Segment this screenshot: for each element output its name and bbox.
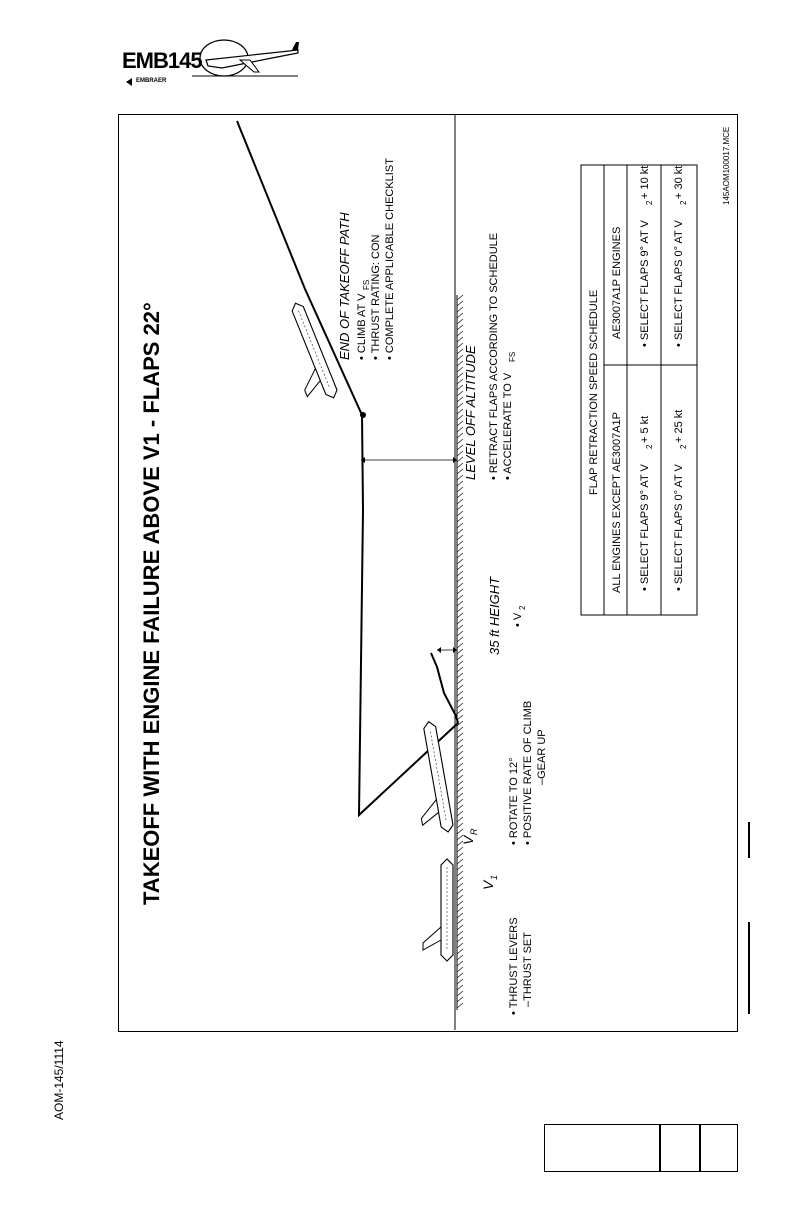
v1-label: V xyxy=(480,880,496,890)
hatch-mark xyxy=(457,763,463,768)
hatch-mark xyxy=(457,871,463,876)
hatch-mark xyxy=(457,679,463,684)
table-col2-row2-suffix: + 30 kt xyxy=(673,165,685,199)
hatch-mark xyxy=(457,709,463,714)
hatch-mark xyxy=(457,895,463,900)
hatch-mark xyxy=(457,667,463,672)
figure-code: 145AOM100017.MCE xyxy=(722,126,731,205)
hatch-mark xyxy=(457,907,463,912)
table-title: FLAP RETRACTION SPEED SCHEDULE xyxy=(588,289,600,495)
hatch-mark xyxy=(457,481,463,486)
hatch-mark xyxy=(457,787,463,792)
hatch-mark xyxy=(457,637,463,642)
hatch-mark xyxy=(457,619,463,624)
logo-maker-text: EMBRAER xyxy=(136,78,167,84)
table-col2-header: AE3007A1P ENGINES xyxy=(611,226,623,339)
hatch-mark xyxy=(457,607,463,612)
change-bar-2 xyxy=(748,922,750,1014)
level-off-sub: FS xyxy=(508,351,517,362)
hatch-mark xyxy=(457,883,463,888)
revision-box-divider-2 xyxy=(699,1125,701,1171)
hatch-mark xyxy=(457,811,463,816)
hatch-mark xyxy=(457,313,463,318)
hatch-mark xyxy=(457,931,463,936)
hatch-mark xyxy=(457,541,463,546)
table-col1-row1-sub: 2 xyxy=(645,444,654,449)
figure-title: TAKEOFF WITH ENGINE FAILURE ABOVE V1 - FLAPS 22° xyxy=(139,302,164,905)
header-logo xyxy=(122,38,302,88)
vr-item-1: • ROTATE TO 12° xyxy=(508,757,520,845)
hatch-mark xyxy=(457,913,463,918)
hatch-mark xyxy=(457,553,463,558)
table-col2-row2: • SELECT FLAPS 0° AT V xyxy=(673,220,685,347)
hatch-mark xyxy=(457,745,463,750)
aircraft-climb-icon xyxy=(273,301,339,407)
hatch-mark xyxy=(457,643,463,648)
hatch-mark xyxy=(457,697,463,702)
start-item-2: –THRUST SET xyxy=(522,932,534,1007)
hatch-mark xyxy=(457,775,463,780)
hatch-mark xyxy=(457,691,463,696)
hatch-mark xyxy=(457,877,463,882)
table-col1-row2-suffix: + 25 kt xyxy=(673,409,685,443)
hatch-mark xyxy=(457,829,463,834)
level-off-label: LEVEL OFF ALTITUDE xyxy=(463,345,478,480)
hatch-mark xyxy=(457,973,463,978)
table-col1-row2-sub: 2 xyxy=(679,444,688,449)
hatch-mark xyxy=(457,631,463,636)
hatch-mark xyxy=(457,523,463,528)
end-label: END OF TAKEOFF PATH xyxy=(337,212,352,360)
v1-sub: 1 xyxy=(489,874,499,880)
hatch-mark xyxy=(457,601,463,606)
hatch-mark xyxy=(457,727,463,732)
table-col1-row1-suffix: + 5 kt xyxy=(639,415,651,443)
hatch-mark xyxy=(457,937,463,942)
hatch-mark xyxy=(457,985,463,990)
hatch-mark xyxy=(457,703,463,708)
level-off-item-2: • ACCELERATE TO V xyxy=(502,372,514,480)
vr-item-2: • POSITIVE RATE OF CLIMB xyxy=(522,700,534,845)
hatch-mark xyxy=(457,547,463,552)
hatch-mark xyxy=(457,751,463,756)
hatch-mark xyxy=(457,781,463,786)
hatch-mark xyxy=(457,487,463,492)
hatch-mark xyxy=(457,583,463,588)
hatch-mark xyxy=(457,979,463,984)
hatch-mark xyxy=(457,925,463,930)
table-col2-row2-sub: 2 xyxy=(679,200,688,205)
hatch-mark xyxy=(457,499,463,504)
hatch-mark xyxy=(457,805,463,810)
hatch-mark xyxy=(457,943,463,948)
height-item: • V xyxy=(512,612,524,627)
hatch-mark xyxy=(457,295,463,300)
hatch-mark xyxy=(457,325,463,330)
hatch-mark xyxy=(457,571,463,576)
hatch-mark xyxy=(457,847,463,852)
aircraft-rotate-icon xyxy=(405,721,454,837)
hatch-mark xyxy=(457,649,463,654)
level-off-item-1: • RETRACT FLAPS ACCORDING TO SCHEDULE xyxy=(488,232,500,480)
hatch-mark xyxy=(457,493,463,498)
hatch-mark xyxy=(457,901,463,906)
hatch-mark xyxy=(457,613,463,618)
hatch-mark xyxy=(457,595,463,600)
hatch-mark xyxy=(457,739,463,744)
hatch-mark xyxy=(457,793,463,798)
table-col1-header: ALL ENGINES EXCEPT AE3007A1P xyxy=(611,412,623,593)
vr-label: V xyxy=(460,835,476,845)
hatch-mark xyxy=(457,577,463,582)
hatch-mark xyxy=(457,319,463,324)
logo-model-text: EMB145 xyxy=(122,48,202,73)
hatch-mark xyxy=(457,757,463,762)
table-col2-row1-sub: 2 xyxy=(645,200,654,205)
hatch-mark xyxy=(457,823,463,828)
aircraft-ground-icon xyxy=(423,859,453,961)
hatch-mark xyxy=(457,853,463,858)
hatch-mark xyxy=(457,511,463,516)
vr-sub: R xyxy=(469,828,479,835)
hatch-mark xyxy=(457,565,463,570)
end-item-3: • COMPLETE APPLICABLE CHECKLIST xyxy=(384,158,396,360)
height-item-sub: 2 xyxy=(518,605,527,610)
document-id xyxy=(50,1020,70,1120)
hatch-mark xyxy=(457,589,463,594)
hatch-mark xyxy=(457,685,463,690)
hatch-mark xyxy=(457,655,463,660)
hatch-mark xyxy=(457,955,463,960)
hatch-mark xyxy=(457,961,463,966)
hatch-mark xyxy=(457,859,463,864)
embraer-logo-icon xyxy=(122,38,302,88)
takeoff-diagram xyxy=(119,115,736,1030)
hatch-mark xyxy=(457,625,463,630)
flap-retraction-table xyxy=(581,165,697,615)
hatch-mark xyxy=(457,337,463,342)
revision-box-divider-1 xyxy=(659,1125,661,1171)
table-col2-row1: • SELECT FLAPS 9° AT V xyxy=(639,220,651,347)
table-col1-row2: • SELECT FLAPS 0° AT V xyxy=(673,464,685,591)
document-id-text: AOM-145/1114 xyxy=(52,1040,66,1120)
hatch-mark xyxy=(457,1003,463,1008)
table-col2-row1-suffix: + 10 kt xyxy=(639,165,651,199)
hatch-mark xyxy=(457,991,463,996)
hatch-mark xyxy=(457,661,463,666)
hatch-mark xyxy=(457,799,463,804)
figure-frame xyxy=(118,114,738,1032)
hatch-mark xyxy=(457,307,463,312)
vr-item-3: –GEAR UP xyxy=(536,729,548,785)
hatch-mark xyxy=(457,673,463,678)
change-bar-1 xyxy=(748,822,750,858)
table-col1-row1: • SELECT FLAPS 9° AT V xyxy=(639,464,651,591)
hatch-mark xyxy=(457,949,463,954)
hatch-mark xyxy=(457,559,463,564)
hatch-mark xyxy=(457,769,463,774)
end-sub: FS xyxy=(362,279,371,290)
revision-box xyxy=(544,1124,738,1172)
hatch-mark xyxy=(457,529,463,534)
hatch-mark xyxy=(457,301,463,306)
start-item-1: • THRUST LEVERS xyxy=(508,917,520,1015)
hatch-mark xyxy=(457,505,463,510)
height-label: 35 ft HEIGHT xyxy=(487,576,502,655)
end-item-1: • CLIMB AT V xyxy=(356,293,368,360)
hatch-mark xyxy=(457,535,463,540)
hatch-mark xyxy=(457,517,463,522)
hatch-mark xyxy=(457,919,463,924)
hatch-mark xyxy=(457,967,463,972)
hatch-mark xyxy=(457,331,463,336)
hatch-mark xyxy=(457,817,463,822)
hatch-mark xyxy=(457,733,463,738)
hatch-mark xyxy=(457,997,463,1002)
hatch-mark xyxy=(457,865,463,870)
end-item-2: • THRUST RATING: CON xyxy=(370,234,382,360)
hatch-mark xyxy=(457,889,463,894)
